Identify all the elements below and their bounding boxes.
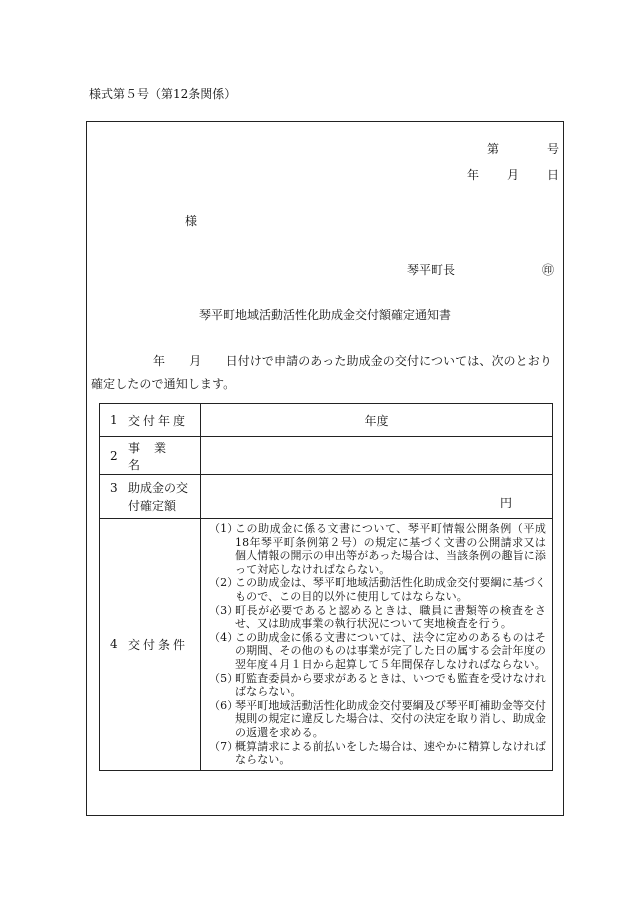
notice-frame <box>86 121 564 816</box>
condition-text: この助成金に係る文書について、琴平町情報公開条例（平成18年琴平町条例第２号）の規定に基づく文書の公開請求又は個人情報の開示の申出等があった場合は、当該条例の趣旨に添って対応しなければならない。 <box>235 522 546 576</box>
table-row <box>100 437 553 475</box>
confirmed-amount-value: 円 <box>201 475 553 519</box>
condition-text: 町長が必要であると認めるときは、職員に書類等の検査をさせ、又は助成事業の執行状況について実地検査を行う。 <box>235 603 546 631</box>
number-suffix: 号 <box>546 142 559 156</box>
table-row <box>100 404 553 437</box>
condition-number: （4） <box>209 630 239 644</box>
list-item <box>209 672 546 699</box>
table-row <box>100 475 553 519</box>
condition-text: この助成金は、琴平町地域活動活性化助成金交付要綱に基づくもので、この目的以外に使用してはならない。 <box>235 576 546 603</box>
list-item <box>209 604 546 631</box>
project-name-value <box>201 437 553 475</box>
row-label: 事業名 <box>128 440 181 472</box>
date-year: 年 <box>467 168 480 182</box>
row-number: 4 <box>110 637 118 652</box>
row-number: 1 <box>110 413 118 427</box>
fiscal-year-value: 年度 <box>201 404 553 437</box>
condition-number: （3） <box>209 603 239 617</box>
condition-number: （2） <box>209 576 239 590</box>
document-number-line <box>487 140 559 157</box>
conditions-list <box>201 519 552 770</box>
condition-text: 概算請求による前払いをした場合は、速やかに精算しなければならない。 <box>235 739 546 767</box>
conditions-cell <box>201 519 553 771</box>
list-item <box>209 576 546 603</box>
list-item <box>209 740 546 767</box>
condition-number: （6） <box>209 698 239 712</box>
date-line <box>467 166 559 183</box>
condition-text: 町監査委員から要求があるときは、いつでも監査を受けなければならない。 <box>235 671 546 699</box>
row-label-line2: 付確定額 <box>128 498 177 513</box>
table-row <box>100 519 553 771</box>
notice-body-text: 年 月 日付けで申請のあった助成金の交付については、次のとおり確定したので通知します。 <box>91 354 552 391</box>
addressee-honorific: 様 <box>185 214 198 228</box>
condition-text: 琴平町地域活動活性化助成金交付要綱及び琴平町補助金等交付規則の規定に違反した場合は、交付の決定を取り消し、助成金の返還を求める。 <box>235 698 546 739</box>
number-prefix: 第 <box>487 142 500 156</box>
row-label-cell <box>100 519 201 771</box>
condition-text: この助成金に係る文書については、法令に定めのあるものはその期間、その他のものは事業が完了した日の属する会計年度の翌年度４月１日から起算して５年間保存しなければならない。 <box>235 630 546 671</box>
list-item <box>209 522 546 576</box>
date-month: 月 <box>506 168 519 182</box>
condition-number: （5） <box>209 671 239 685</box>
row-label-cell <box>100 404 201 437</box>
form-number-label: 様式第５号（第12条関係） <box>89 87 237 101</box>
list-item <box>209 699 546 740</box>
row-label: 交付条件 <box>128 637 189 652</box>
row-number: 2 <box>110 448 118 463</box>
row-label: 交付年度 <box>128 413 189 428</box>
document-title: 琴平町地域活動活性化助成金交付額確定通知書 <box>198 308 451 322</box>
row-label-cell <box>100 437 201 475</box>
list-item <box>209 631 546 672</box>
row-label-cell <box>100 475 201 519</box>
condition-number: （1） <box>209 522 239 535</box>
issuer-name: 琴平町長 <box>407 263 456 277</box>
date-day: 日 <box>546 168 559 182</box>
row-label-line1: 助成金の交 <box>128 480 189 495</box>
notice-details-table <box>99 403 553 771</box>
seal-mark: ㊞ <box>542 263 555 277</box>
condition-number: （7） <box>209 739 239 753</box>
row-number: 3 <box>110 480 118 495</box>
